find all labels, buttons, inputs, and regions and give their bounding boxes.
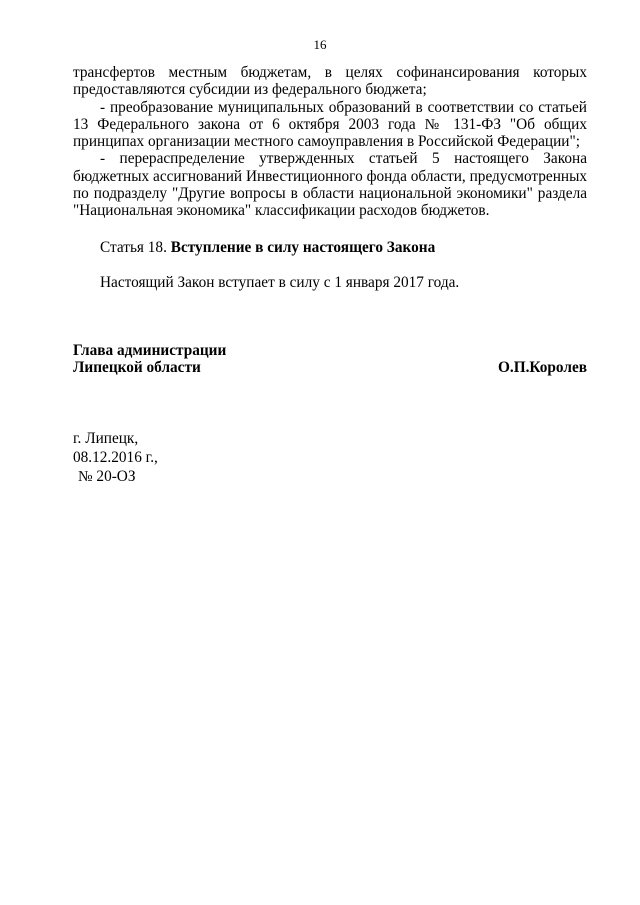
- signatory-position-line2: Липецкой области: [73, 359, 201, 377]
- paragraph-municipal-transformation: - преобразование муниципальных образований в соответствии со статьей 13 Федерального закона от 6 октября 2003 года № 131-ФЗ "Об общих принципах организации местного самоуправления в Российской Федерации";: [73, 98, 587, 151]
- law-number: № 20-ОЗ: [78, 468, 136, 485]
- article-title: Вступление в силу настоящего Закона: [170, 239, 436, 256]
- signature-block: [73, 342, 587, 377]
- page-number: 16: [313, 37, 327, 52]
- date: 08.12.2016 г.,: [73, 449, 158, 466]
- paragraph-reallocation: - перераспределение утвержденных статьей 5 настоящего Закона бюджетных ассигнований Инвестиционного фонда области, предусмотренных по подразделу "Другие вопросы в области национальной экономики" раздела "Национальная экономика" классификации расходов бюджетов.: [73, 150, 587, 220]
- article-number: Статья 18.: [100, 239, 167, 256]
- signatory-position-line1: Глава администрации: [73, 342, 227, 359]
- signatory-name: О.П.Королев: [497, 359, 587, 377]
- city: г. Липецк,: [73, 430, 139, 447]
- place-date-block: [73, 429, 158, 486]
- article-text: Настоящий Закон вступает в силу с 1 января 2017 года.: [100, 274, 460, 291]
- body-text: [73, 64, 587, 220]
- paragraph-transfers: трансфертов местным бюджетам, в целях софинансирования которых предоставляются субсидии из федерального бюджета;: [73, 64, 587, 99]
- article-heading: [100, 239, 435, 256]
